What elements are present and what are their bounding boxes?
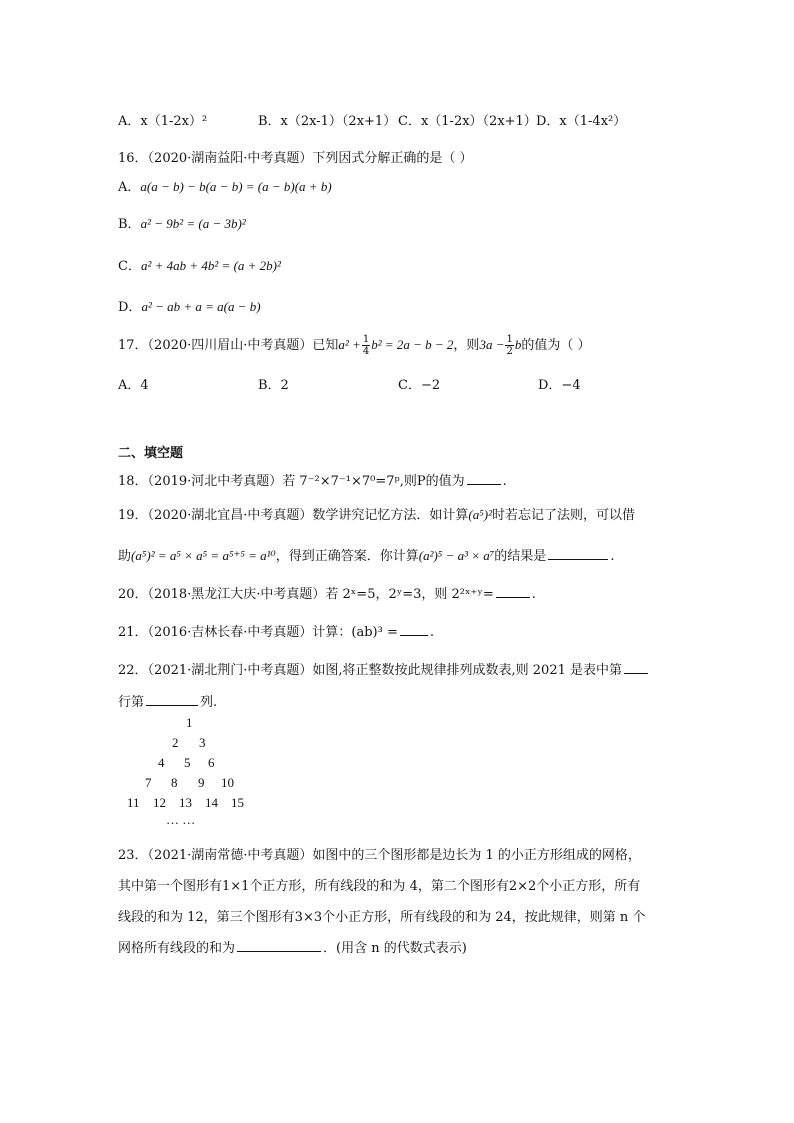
q23-line1: 23．（2021·湖南常德·中考真题）如图中的三个图形都是边长为 1 的小正方形组成的网格， (118, 848, 641, 863)
triangle-number: 7 (145, 775, 152, 790)
q15-option-a: A．x（1-2x）² (118, 114, 208, 129)
q23-line4-a: 网格所有线段的和为 (118, 941, 236, 956)
q16-b-label: B． (118, 217, 141, 232)
triangle-number: 12 (153, 795, 166, 810)
q17-frac2-den: 2 (506, 346, 513, 357)
q19-end: . (610, 549, 615, 564)
triangle-number: 1 (186, 715, 193, 730)
q17-option-a: A．4 (118, 378, 149, 393)
q17-expr1-a: a² + (338, 337, 361, 352)
q16-c-expr: a² + 4ab + 4b² = (a + 2b)² (140, 258, 281, 273)
q19-line2-c: 的结果是 (494, 549, 547, 564)
q17-frac1-num: 1 (362, 334, 370, 345)
q21-answer-blank[interactable] (400, 623, 428, 636)
q22-line2 (118, 691, 217, 710)
q23-answer-blank[interactable] (237, 939, 321, 952)
q16-d-label: D． (118, 300, 142, 315)
q17-option-d: D．−4 (538, 378, 581, 393)
triangle-number: 3 (199, 735, 206, 750)
q17-frac1-den: 4 (362, 346, 370, 357)
triangle-number: 5 (184, 755, 191, 770)
q18-end: . (502, 474, 507, 489)
triangle-number: 9 (198, 775, 205, 790)
triangle-ellipsis: … … (166, 812, 196, 827)
q21-text: 21．（2016·吉林长春·中考真题）计算：(ab)³ = (118, 625, 398, 640)
q15-options (118, 110, 636, 129)
q15-option-d: D．x（1-4x²） (536, 114, 627, 129)
triangle-number: 10 (221, 775, 234, 790)
q19-line2-expr: (a⁵)² = a⁵ × a⁵ = a⁵⁺⁵ = a¹⁰ (131, 548, 276, 563)
q17-expr1-b: b² = 2a − b − 2 (371, 337, 454, 352)
q16-option-d (118, 296, 261, 315)
triangle-number: 11 (127, 795, 140, 810)
q19-line1 (118, 504, 635, 523)
q22-line1-text: 22．（2021·湖北荆门·中考真题）如图,将正整数按此规律排列成数表,则 2021 是表中第 (118, 663, 623, 678)
q16-a-label: A． (118, 180, 141, 195)
q15-option-c: C．x（1-2x）（2x+1） (398, 114, 537, 129)
q19-answer-blank[interactable] (548, 547, 608, 560)
q16-b-expr: a² − 9b² = (a − 3b)² (140, 216, 246, 231)
q16-stem: 16．（2020·湖南益阳·中考真题）下列因式分解正确的是（ ） (118, 151, 473, 166)
q19-line1-b: 时若忘记了法则，可以借 (491, 508, 635, 523)
q19-line1-a: 19．（2020·湖北宜昌·中考真题）数学讲究记忆方法．如计算 (118, 508, 469, 523)
triangle-number: 8 (171, 775, 178, 790)
q17-expr2-b: b (514, 337, 522, 352)
q17-mid: ，则 (453, 338, 480, 353)
q17-stem (118, 334, 590, 357)
q16-d-expr: a² − ab + a = a(a − b) (141, 299, 261, 314)
q23-line4-b: ．(用含 n 的代数式表示) (323, 941, 467, 956)
q15-option-b: B．x（2x-1）（2x+1） (258, 114, 397, 129)
triangle-number: 15 (231, 795, 244, 810)
q18 (118, 470, 507, 489)
q20 (118, 583, 536, 602)
q21-end: . (429, 625, 434, 640)
q21 (118, 621, 434, 640)
q22-col-blank[interactable] (146, 693, 198, 706)
q17-fraction-2 (505, 334, 513, 357)
q22-row-blank[interactable] (624, 661, 648, 674)
q16-c-label: C． (118, 259, 141, 274)
q17-prefix: 17．（2020·四川眉山·中考真题）已知 (118, 338, 339, 353)
q16-option-b (118, 213, 246, 232)
q16-option-c (118, 255, 281, 274)
q18-answer-blank[interactable] (467, 472, 501, 485)
triangle-number: 14 (205, 795, 218, 810)
q23-line3: 线段的和为 12，第三个图形有3×3个小正方形，所有线段的和为 24，按此规律，则第 n 个 (118, 910, 646, 925)
q22-line2-a: 行第 (118, 695, 145, 710)
q22-line2-b: 列. (200, 695, 218, 710)
q17-option-b: B．2 (258, 378, 289, 393)
q19-line2-a: 助 (118, 549, 132, 564)
q23-line4 (118, 937, 467, 956)
q19-line2-b: ，得到正确答案．你计算 (275, 549, 419, 564)
q17-options (118, 374, 678, 393)
q19-line1-expr: (a⁵)² (468, 507, 492, 522)
q20-end: . (531, 587, 536, 602)
q17-suffix: 的值为（ ） (521, 338, 591, 353)
q19-line2 (118, 545, 614, 564)
q19-line2-expr2: (a²)⁵ − a³ × a⁷ (418, 548, 495, 563)
q20-answer-blank[interactable] (496, 585, 530, 598)
q23-line2: 其中第一个图形有1×1个正方形，所有线段的和为 4，第二个图形有2×2个小正方形，所有 (118, 879, 641, 894)
q17-frac2-num: 1 (506, 334, 513, 345)
q17-option-c: C．−2 (398, 378, 441, 393)
q20-text: 20．（2018·黑龙江大庆·中考真题）若 2ˣ=5，2ʸ=3，则 2²ˣ⁺ʸ= (118, 587, 494, 602)
triangle-number: 4 (158, 755, 165, 770)
q22-line1 (118, 659, 650, 678)
triangle-number: 6 (208, 755, 215, 770)
triangle-number: 13 (179, 795, 192, 810)
q17-expr2-a: 3a − (479, 337, 505, 352)
q16-a-expr: a(a − b) − b(a − b) = (a − b)(a + b) (140, 179, 332, 194)
q17-fraction-1 (362, 334, 370, 357)
q16-option-a (118, 176, 332, 195)
q18-text: 18．（2019·河北中考真题）若 7⁻²×7⁻¹×7⁰=7ᵖ,则P的值为 (118, 474, 465, 489)
triangle-number: 2 (172, 735, 179, 750)
section-title-fill-blank: 二、填空题 (118, 446, 184, 461)
